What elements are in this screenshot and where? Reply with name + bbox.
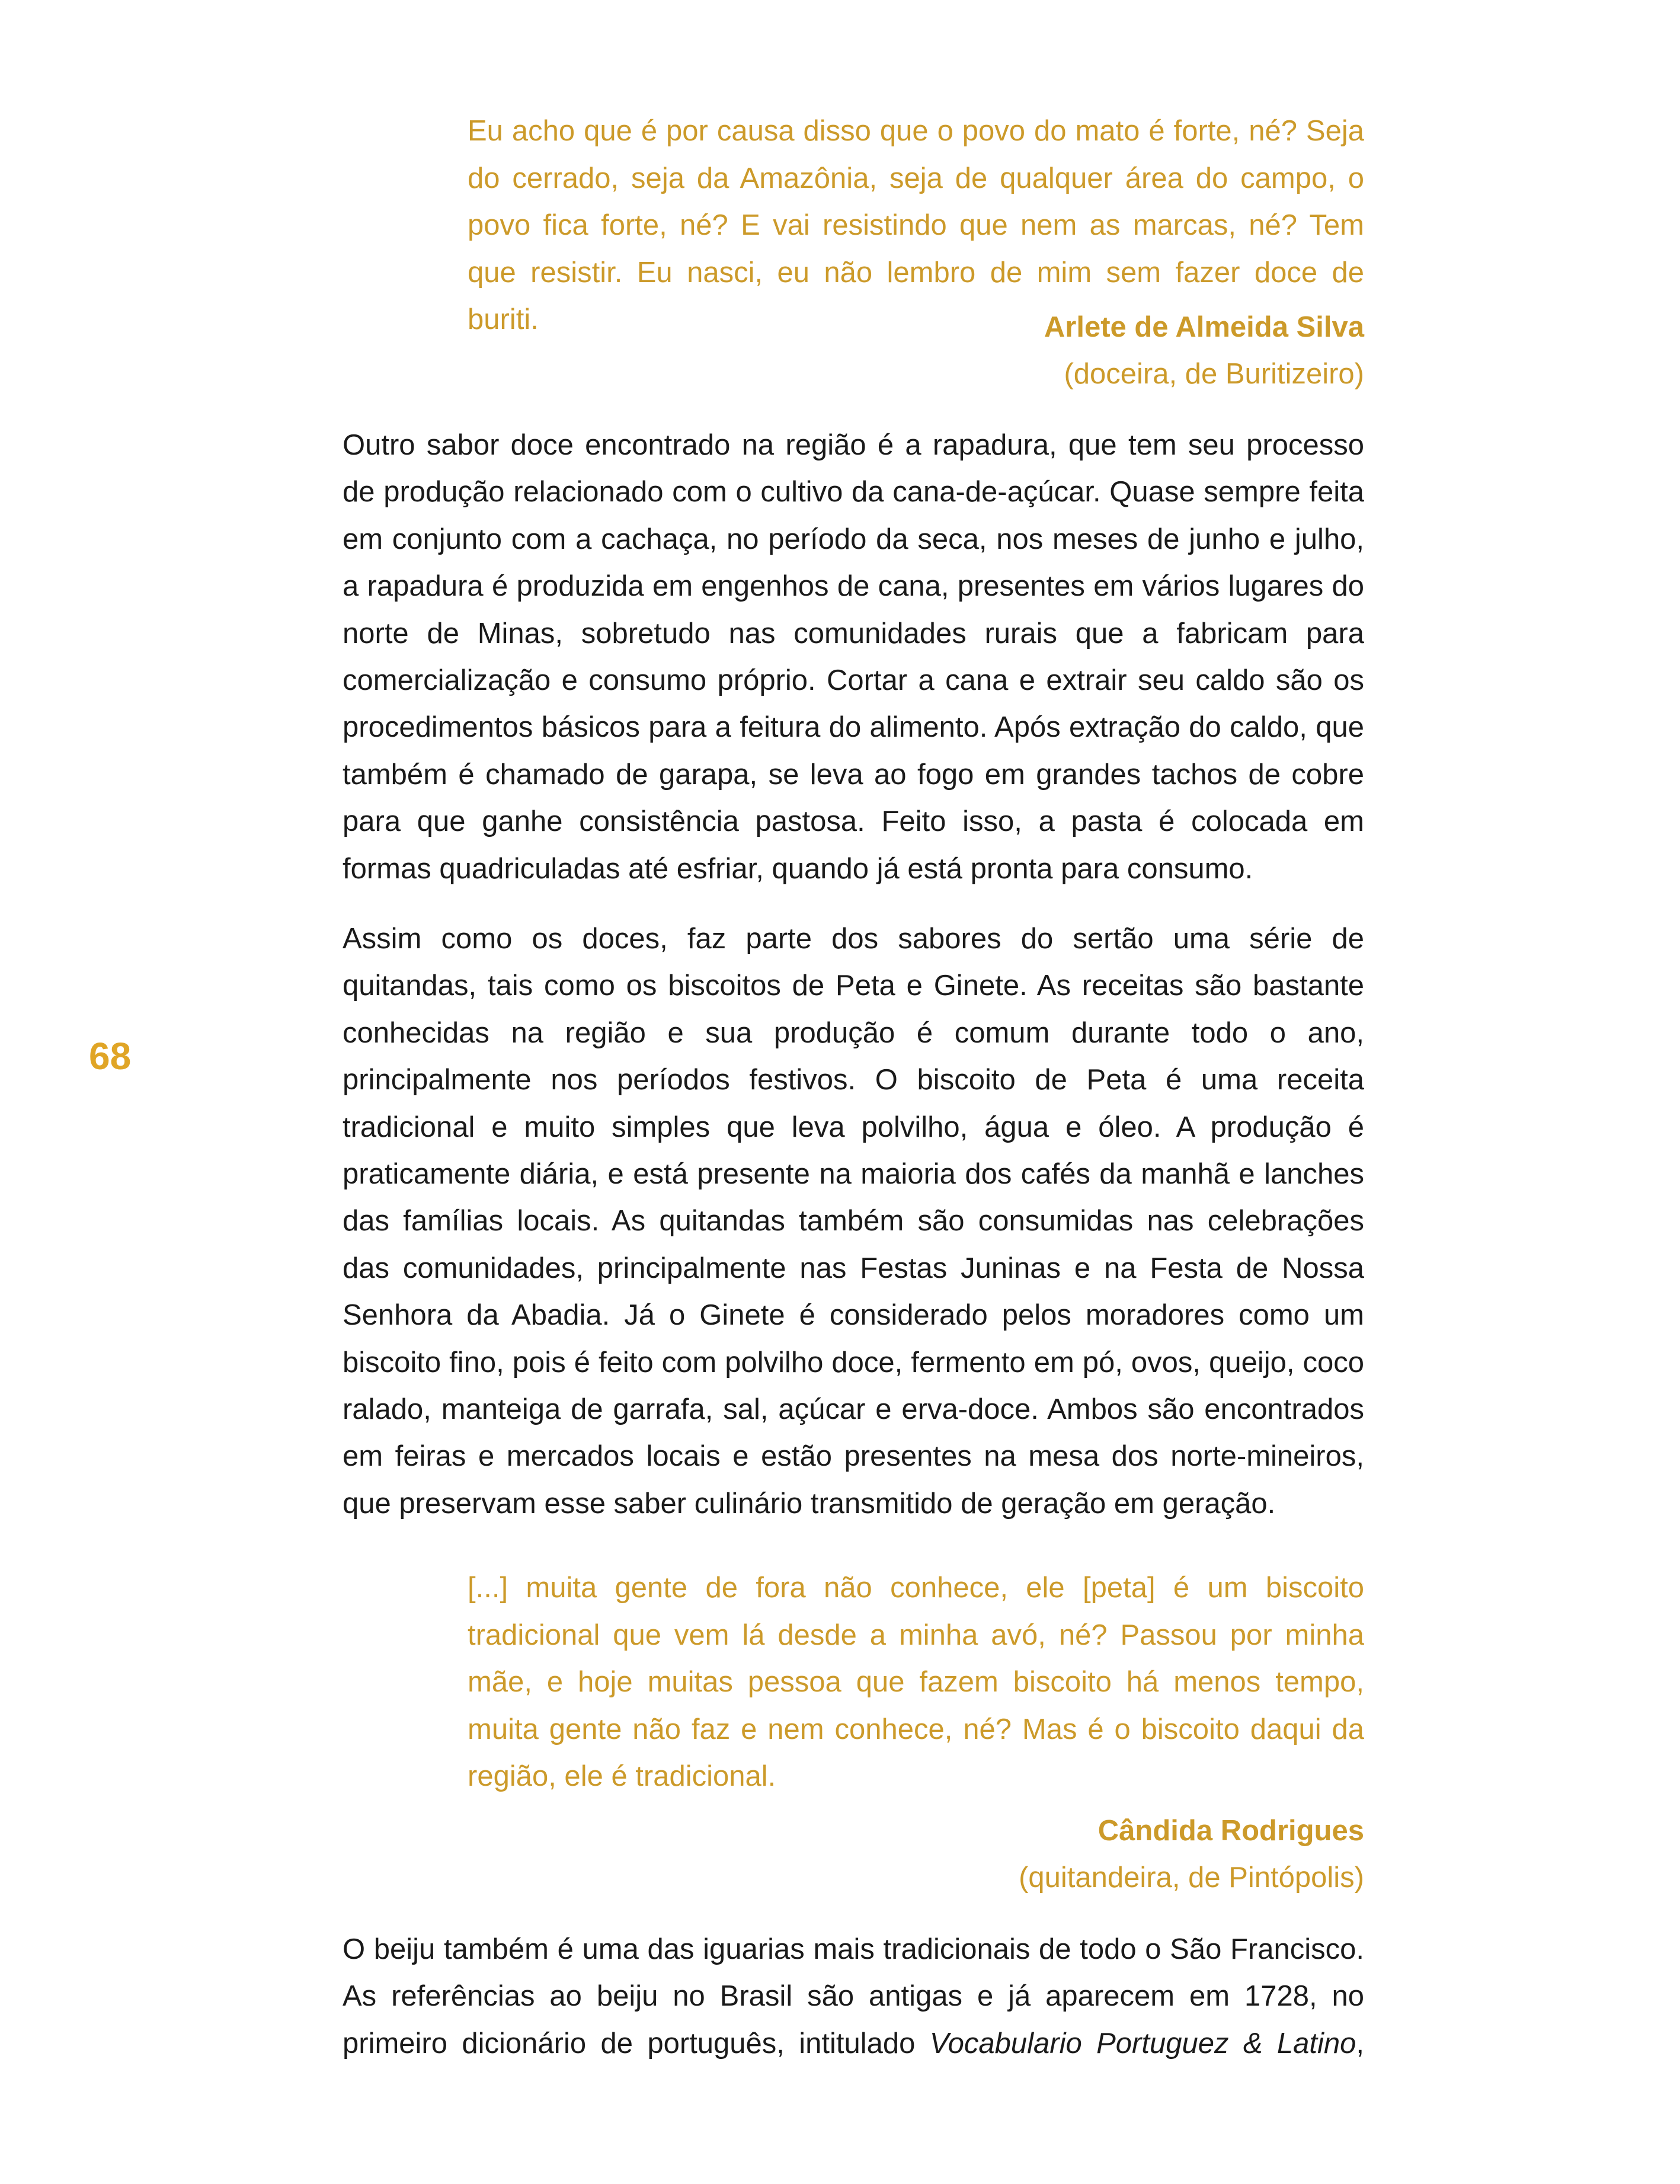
quote-attribution-arlete	[468, 304, 1364, 398]
paragraph-text: Assim como os doces, faz parte dos sabores do sertão uma série de quitandas, tais como os biscoitos de Peta e Ginete. As receitas são bastante conhecidas na região e sua produção é comum durante todo o ano, principalmente nos períodos festivos. O biscoito de Peta é uma receita tradicional e muito simples que leva polvilho, água e óleo. A produção é praticamente diária, e está presente na maioria dos cafés da manhã e lanches das famílias locais. As quitandas também são consumidas nas celebrações das comunidades, principalmente nas Festas Juninas e na Festa de Nossa Senhora da Abadia. Já o Ginete é considerado pelos moradores como um biscoito fino, pois é feito com polvilho doce, fermento em pó, ovos, queijo, coco ralado, manteiga de garrafa, sal, açúcar e erva-doce. Ambos são encontrados em feiras e mercados locais e estão presentes na mesa dos norte-mineiros, que preservam esse saber culinário transmitido de geração em geração.	[343, 923, 1364, 1520]
quote-text: [...] muita gente de fora não conhece, ele [peta] é um biscoito tradicional que vem lá desde a minha avó, né? Passou por minha mãe, e hoje muitas pessoa que fazem biscoito há menos tempo, muita gente não faz e nem conhece, né? Mas é o biscoito daqui da região, ele é tradicional.	[468, 1572, 1364, 1792]
quote-text: Eu acho que é por causa disso que o povo do mato é forte, né? Seja do cerrado, seja da Amazônia, seja de qualquer área do campo, o povo fica forte, né? E vai resistindo que nem as marcas, né? Tem que resistir. Eu nasci, eu não lembro de mim sem fazer doce de buriti.	[468, 115, 1364, 335]
quote-author-role: (doceira, de Buritizeiro)	[1064, 358, 1364, 390]
paragraph-rapadura	[343, 422, 1364, 893]
quote-author: Cândida Rodrigues	[1097, 1815, 1364, 1847]
paragraph-main-text: O beiju também é uma das iguarias mais tradicionais de todo o São Francisco. As referências ao beiju no Brasil são antigas e já aparecem em 1728, no primeiro dicionário de português, intitulado	[343, 1933, 1364, 2060]
quote-author: Arlete de Almeida Silva	[1044, 311, 1364, 343]
quote-candida	[468, 1565, 1364, 1801]
paragraph-text: Outro sabor doce encontrado na região é a rapadura, que tem seu processo de produção relacionado com o cultivo da cana-de-açúcar. Quase sempre feita em conjunto com a cachaça, no período da seca, nos meses de junho e julho, a rapadura é produzida em engenhos de cana, presentes em vários lugares do norte de Minas, sobretudo nas comunidades rurais que a fabricam para comercialização e consumo próprio. Cortar a cana e extrair seu caldo são os procedimentos básicos para a feitura do alimento. Após extração do caldo, que também é chamado de garapa, se leva ao fogo em grandes tachos de cobre para que ganhe consistência pastosa. Feito isso, a pasta é colocada em formas quadriculadas até esfriar, quando já está pronta para consumo.	[343, 429, 1364, 885]
paragraph-quitandas	[343, 916, 1364, 1527]
quote-author-role: (quitandeira, de Pintópolis)	[1019, 1862, 1364, 1894]
paragraph-text	[343, 1926, 1364, 2067]
paragraph-trailing: ,	[1356, 2027, 1364, 2060]
book-title: Vocabulario Portuguez & Latino	[929, 2027, 1356, 2060]
paragraph-beiju	[343, 1926, 1364, 2067]
quote-attribution-candida	[468, 1808, 1364, 1901]
page-number: 68	[89, 1035, 132, 1077]
